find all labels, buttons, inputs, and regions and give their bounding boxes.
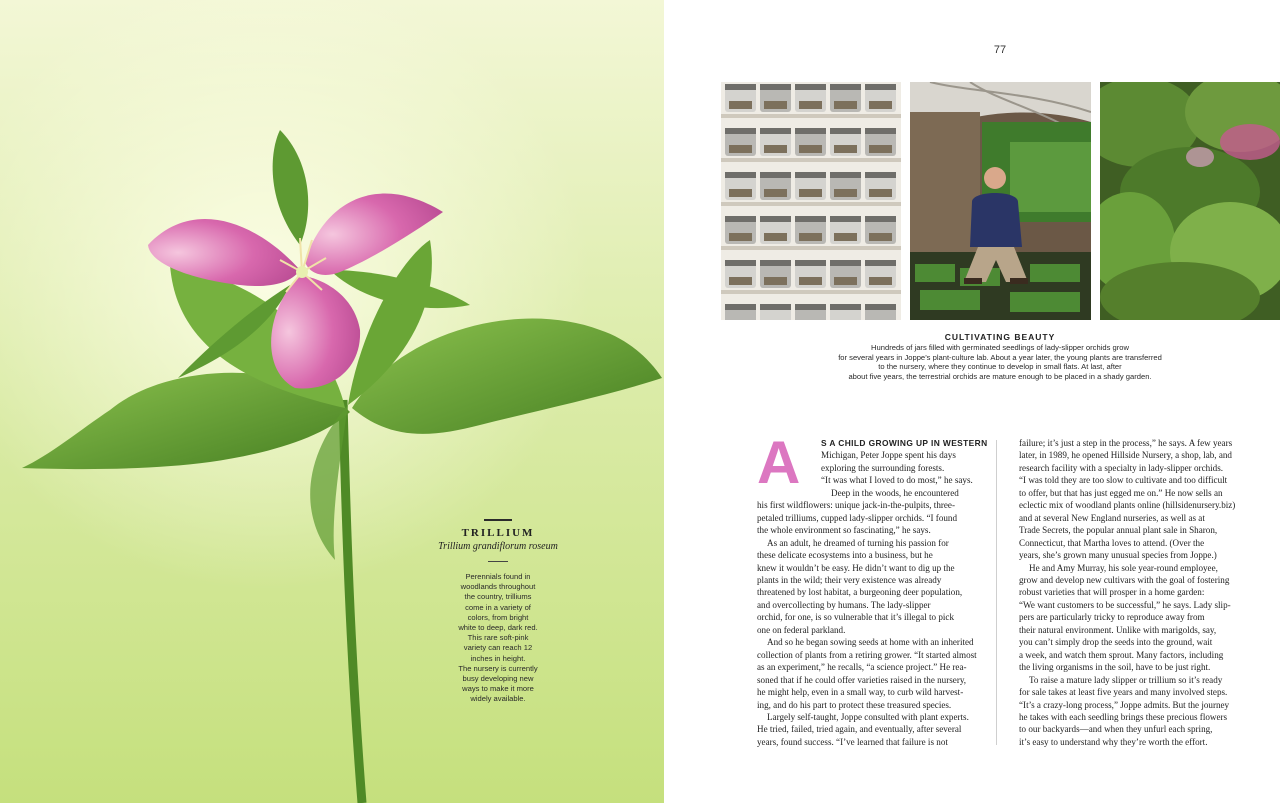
article-line: He and Amy Murray, his sole year-round employee, [1029,562,1218,573]
jar-medium [869,277,892,285]
caption-line: white to deep, dark red. [458,623,538,633]
article-line: Largely self-taught, Joppe consulted with plant experts. [767,711,969,722]
jar-lid [760,84,791,90]
jar-medium [729,101,752,109]
photo-orchid-jars [721,82,901,320]
jar-medium [834,233,857,241]
jar-lid [865,304,896,310]
caption-line: busy developing new [462,674,534,684]
plant-caption-body [448,572,548,705]
photo-shady-garden [1100,82,1280,320]
jar-medium [799,233,822,241]
jar-medium [764,101,787,109]
article-line: later, in 1989, he opened Hillside Nursery, a shop, lab, and [1019,450,1232,461]
article-line: the living organisms in the soil, have to be just right. [1019,662,1211,673]
article-line: he might help, even in a small way, to curb wild harvest- [757,687,964,698]
article-column-left [757,429,988,748]
article-line: as an experiment,” he recalls, “a science project.” He rea- [757,662,967,673]
article-line: he takes with each seedling brings these precious flowers [1019,711,1228,722]
article-line: petaled trilliums, cupped lady-slipper orchids. “I found [757,512,958,523]
caption-line: This rare soft-pink [467,633,529,643]
article-line: to offer, but that has just egged me on.” He now sells an [1019,487,1223,498]
article-line: orchid, for one, is so vulnerable that it’s illegal to pick [757,612,954,623]
article-column-right [1019,437,1245,748]
jar-shelf [721,246,901,250]
caption-line: The nursery is currently [458,663,538,673]
jar-lid [795,128,826,134]
article-line: plants in the wild; their very existence was already [757,574,942,585]
article-line: threatened by lost habitat, a burgeoning deer population, [757,587,963,598]
jar-shelf [721,290,901,294]
person-head [984,167,1006,189]
article-line: He tried, failed, tried again, and eventually, after several [757,724,962,735]
sepal-top [273,130,309,245]
jar-lid [865,172,896,178]
person-sweater [970,193,1022,247]
article-line: you can’t simply drop the seeds into the ground, wait [1019,637,1213,648]
article-lead-caps: S A CHILD GROWING UP IN WESTERN [821,438,988,448]
article-line: ing, and do his part to protect these treasured species. [757,699,952,710]
jar-lid [760,304,791,310]
jar-lid [725,84,756,90]
jar-lid [865,84,896,90]
jar-medium [834,101,857,109]
article-line: knew it wouldn’t be easy. He didn’t want to dig up the [757,562,955,573]
article-line: collection of plants from a retiring grower. “It started almost [757,649,977,660]
jar-medium [729,189,752,197]
greenhouse-graphic [910,82,1091,320]
jar-lid [725,304,756,310]
column-divider [996,440,997,745]
article-line: Michigan, Peter Joppe spent his days [821,450,956,461]
jar-lid [830,216,861,222]
article-line: exploring the surrounding forests. [821,462,945,473]
plant-caption-latin-name: Trillium grandiflorum roseum [438,541,558,552]
jar-lid [865,216,896,222]
page-number: 77 [993,44,1007,56]
petal-left [148,219,300,286]
article-line: soned that if he could offer varieties raised in the nursery, [757,674,967,685]
article-line: their natural environment. Unlike with marigolds, say, [1019,624,1217,635]
caption-line: widely available. [470,694,526,704]
article-line: one on federal parkland. [757,624,846,635]
article-line: and at several New England nurseries, as well as at [1019,512,1205,523]
caption-line: variety can reach 12 [463,643,533,653]
jar-lid [795,216,826,222]
article-line: research facility with a specialty in lady-slipper orchids. [1019,462,1224,473]
jar-lid [795,84,826,90]
article-line: these delicate ecosystems into a business, but he [757,550,933,561]
photo-caption-line: about five years, the terrestrial orchids are mature enough to be placed in a shady garden. [848,371,1152,381]
jar-medium [869,145,892,153]
caption-rule [484,519,512,521]
caption-line: colors, from bright [467,612,529,622]
jar-lid [760,260,791,266]
jar-shelves-graphic [721,82,901,320]
jar-lid [795,304,826,310]
article-line: “We want customers to be successful,” he says. Lady slip- [1019,599,1231,610]
jar-medium [764,189,787,197]
jar-medium [834,189,857,197]
jar-medium [799,145,822,153]
jar-medium [834,277,857,285]
caption-line: ways to make it more [462,684,534,694]
drop-cap: A [757,429,801,496]
article-line: and overcollecting by humans. The lady-slipper [757,599,931,610]
jar-lid [865,260,896,266]
article-line: grow and develop new cultivars with the goal of fostering [1019,574,1230,585]
jar-medium [729,277,752,285]
article-line: years, found success. “I’ve learned that failure is not [757,736,948,747]
photo-caption-line: Hundreds of jars filled with germinated seedlings of lady-slipper orchids grow [871,343,1129,352]
article-line: “It’s a crazy-long process,” Joppe admits. But the journey [1019,699,1230,710]
jar-lid [725,172,756,178]
jar-medium [834,145,857,153]
jar-shelf [721,114,901,118]
article-line: Trade Secrets, the popular annual plant sale in Sharon, [1019,525,1218,536]
article-line: his first wildflowers: unique jack-in-the-pulpits, three- [757,500,955,511]
jar-medium [799,189,822,197]
jar-lid [795,260,826,266]
caption-line: woodlands throughout [460,582,536,592]
caption-rule-small [488,561,508,562]
jar-lid [760,216,791,222]
stem [343,400,362,803]
garden-graphic [1100,82,1280,320]
jar-medium [729,233,752,241]
article-line: Deep in the woods, he encountered [831,487,959,498]
jar-medium [764,277,787,285]
jar-medium [869,233,892,241]
article-line: years, she’s grown many unusual species from Joppe.) [1019,550,1217,561]
caption-line: the country, trilliums [464,592,532,602]
caption-line: inches in height. [470,653,526,663]
jar-lid [725,128,756,134]
jar-lid [830,128,861,134]
article-line: for sale takes at least five years and many involved steps. [1019,687,1228,698]
article-line: to our backyards—and when they unfurl each spring, [1019,724,1213,735]
jar-lid [830,260,861,266]
jar-medium [799,277,822,285]
photo-caption-text [800,343,1200,381]
article-line: failure; it’s just a step in the process,” he says. A few years [1019,438,1233,448]
article-line: pers are particularly tricky to reproduce away from [1019,612,1205,623]
plant-caption-title: TRILLIUM [461,527,535,539]
photo-caption-heading: CULTIVATING BEAUTY [944,332,1056,342]
jar-lid [830,172,861,178]
photo-caption-line: for several years in Joppe’s plant-culture lab. About a year later, the young plants are transferred [838,352,1162,362]
jar-lid [795,172,826,178]
caption-line: Perennials found in [465,572,531,581]
article-line: eclectic mix of woodland plants online (hillsidenursery.biz) [1019,500,1236,511]
caption-line: come in a variety of [465,602,531,612]
article-line: To raise a mature lady slipper or trillium so it’s ready [1029,674,1223,685]
article-line: Connecticut, that Martha loves to attend. (Over the [1019,537,1205,548]
article-line: “I was told they are too slow to cultivate and too difficult [1019,475,1228,486]
article-line: the whole environment so fascinating,” he says. [757,525,931,536]
jar-lid [865,128,896,134]
article-line: And so he began sowing seeds at home with an inherited [767,637,974,648]
jar-lid [760,128,791,134]
article-line: “It was what I loved to do most,” he says. [821,475,973,486]
jar-medium [869,101,892,109]
jar-shelf [721,202,901,206]
photo-grower-greenhouse [910,82,1091,320]
article-line: robust varieties that will prosper in a home garden: [1019,587,1205,598]
article-line: a week, and watch them sprout. Many factors, including [1019,649,1224,660]
photo-caption-line: to the nursery, where they continue to develop in small flats. At last, after [878,362,1122,372]
jar-medium [764,233,787,241]
jar-lid [725,216,756,222]
article-line: As an adult, he dreamed of turning his passion for [767,537,949,548]
jar-lid [760,172,791,178]
jar-lid [830,84,861,90]
jar-medium [869,189,892,197]
jar-medium [799,101,822,109]
jar-lid [725,260,756,266]
jar-lid [830,304,861,310]
jar-medium [729,145,752,153]
article-line: it’s easy to understand why they’re worth the effort. [1019,736,1208,747]
jar-medium [764,145,787,153]
jar-shelf [721,158,901,162]
